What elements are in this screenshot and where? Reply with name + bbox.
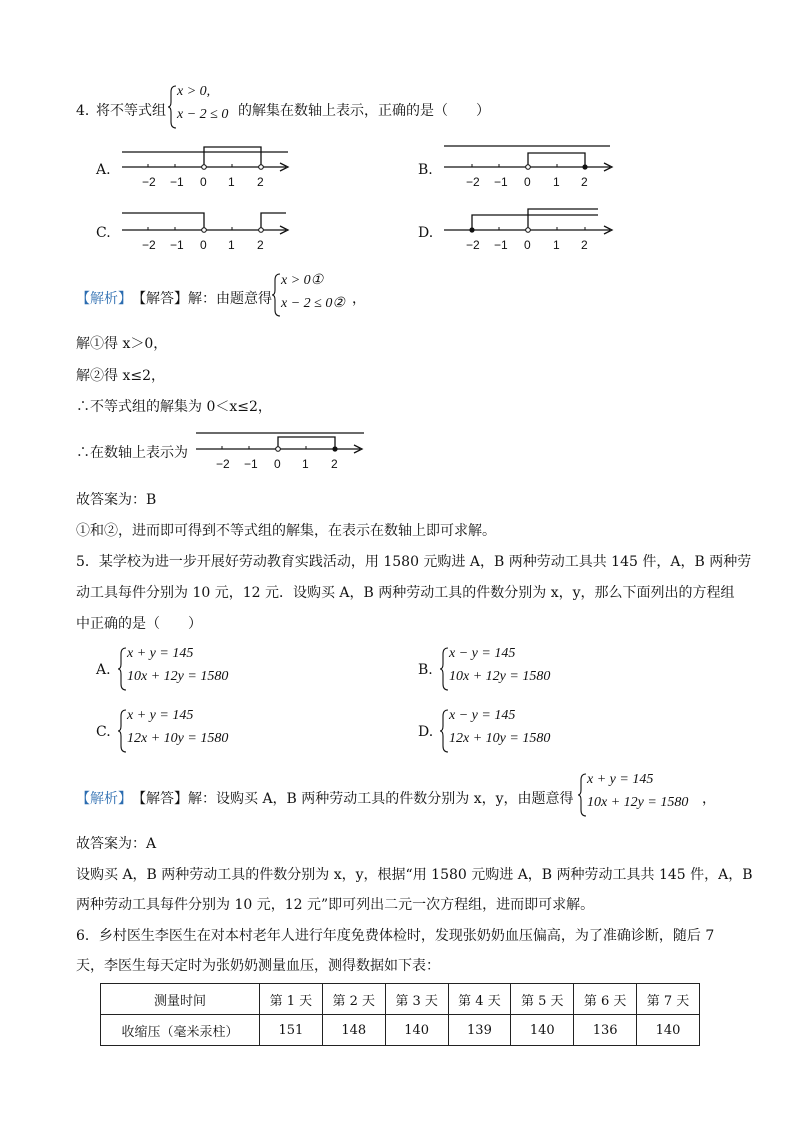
equation: 10x + 12y = 1580 xyxy=(587,795,689,810)
tick-label: 0 xyxy=(524,175,531,189)
table-header-cell: 第 2 天 xyxy=(322,984,385,1015)
tick-label: 2 xyxy=(331,457,338,471)
tick-label: 1 xyxy=(553,175,560,189)
q5-option-a-label[interactable]: A. xyxy=(96,662,111,678)
tick-label: 2 xyxy=(581,175,588,189)
q5-analysis-system xyxy=(578,772,718,818)
equation: 12x + 10y = 1580 xyxy=(449,731,551,746)
table-row-label: 收缩压（毫米汞柱） xyxy=(101,1015,260,1046)
q4-option-d-numberline xyxy=(440,205,620,255)
equation: x + y = 145 xyxy=(587,772,654,787)
table-row xyxy=(101,984,700,1015)
q4-system-eq1: x > 0, xyxy=(177,84,211,99)
tick-label: 1 xyxy=(228,238,235,252)
q4-analysis-eq2: x − 2 ≤ 0② xyxy=(281,296,345,311)
equation: 12x + 10y = 1580 xyxy=(127,731,229,746)
tick-label: 2 xyxy=(257,238,264,252)
q4-comment: ①和②，进而即可得到不等式组的解集，在表示在数轴上即可求解。 xyxy=(76,523,496,539)
q4-option-d-label[interactable]: D. xyxy=(418,225,434,241)
q5-comment1: 设购买 A，B 两种劳动工具的件数分别为 x，y，根据“用 1580 元购进 A，B 两种劳动工具共 145 件，A，B xyxy=(76,867,753,883)
equation: x + y = 145 xyxy=(127,708,194,723)
table-cell: 136 xyxy=(574,1015,637,1046)
table-cell: 139 xyxy=(448,1015,511,1046)
q5-analysis-text: 【解答】解：设购买 A，B 两种劳动工具的件数分别为 x，y，由题意得 xyxy=(132,791,574,807)
q4-solution-numberline xyxy=(192,425,372,475)
q4-analysis-eq1: x > 0① xyxy=(281,273,324,288)
q6-line1: 6．乡村医生李医生在对本村老年人进行年度免费体检时，发现张奶奶血压偏高，为了准确诊断，随后 7 xyxy=(76,928,715,944)
tick-label: −1 xyxy=(170,175,184,189)
q4-step4: ∴在数轴上表示为 xyxy=(76,445,188,461)
q4-system-eq2: x − 2 ≤ 0 xyxy=(177,107,229,122)
q4-option-c-label[interactable]: C. xyxy=(96,225,111,241)
table-header-cell: 第 6 天 xyxy=(574,984,637,1015)
equation: 10x + 12y = 1580 xyxy=(449,669,551,684)
tick-label: −2 xyxy=(466,175,480,189)
equation: x + y = 145 xyxy=(127,646,194,661)
q4-option-a-label[interactable]: A. xyxy=(96,162,111,178)
tick-label: 1 xyxy=(228,175,235,189)
q5-option-a-system xyxy=(118,646,258,692)
q5-line2: 动工具每件分别为 10 元，12 元．设购买 A，B 两种劳动工具的件数分别为 x，y，那么下面列出的方程组 xyxy=(76,585,735,601)
q4-option-c-numberline xyxy=(118,205,298,255)
tick-label: 0 xyxy=(200,238,207,252)
tick-label: −1 xyxy=(494,238,508,252)
q5-option-c-system xyxy=(118,708,258,754)
table-header-cell: 第 1 天 xyxy=(260,984,323,1015)
q4-analysis-system xyxy=(272,272,362,318)
tick-label: 0 xyxy=(274,457,281,471)
q5-analysis-comma: ， xyxy=(702,791,716,807)
table-header-cell: 第 7 天 xyxy=(637,984,700,1015)
q4-step2: 解②得 x≤2， xyxy=(76,368,165,384)
q4-option-a-numberline xyxy=(118,142,298,192)
q4-step3: ∴不等式组的解集为 0＜x≤2， xyxy=(76,399,272,415)
table-header-cell: 第 5 天 xyxy=(511,984,574,1015)
q5-option-d-system xyxy=(440,708,580,754)
table-header-cell: 第 3 天 xyxy=(385,984,448,1015)
q5-answer: 故答案为：A xyxy=(76,836,157,852)
equation: 10x + 12y = 1580 xyxy=(127,669,229,684)
tick-label: −2 xyxy=(142,238,156,252)
tick-label: −1 xyxy=(494,175,508,189)
tick-label: 2 xyxy=(257,175,264,189)
table-header-cell: 测量时间 xyxy=(101,984,260,1015)
tick-label: 0 xyxy=(524,238,531,252)
q4-option-b-numberline xyxy=(440,142,620,192)
q5-option-b-label[interactable]: B. xyxy=(418,662,433,678)
tick-label: −1 xyxy=(244,457,258,471)
tick-label: −2 xyxy=(142,175,156,189)
tick-label: −1 xyxy=(170,238,184,252)
q4-analysis-comma: ， xyxy=(352,291,366,307)
table-cell: 151 xyxy=(260,1015,323,1046)
table-header-cell: 第 4 天 xyxy=(448,984,511,1015)
q4-analysis-tag[interactable]: 【解析】 xyxy=(76,291,132,307)
table-cell: 140 xyxy=(637,1015,700,1046)
tick-label: 0 xyxy=(200,175,207,189)
q4-answer: 故答案为：B xyxy=(76,492,157,508)
q4-system xyxy=(168,84,248,130)
tick-label: −2 xyxy=(466,238,480,252)
q4-option-b-label[interactable]: B. xyxy=(418,162,433,178)
tick-label: 1 xyxy=(553,238,560,252)
q4-stem-pre: 将不等式组 xyxy=(96,103,166,119)
q5-comment2: 两种劳动工具每件分别为 10 元，12 元”即可列出二元一次方程组，进而即可求解。 xyxy=(76,897,595,913)
tick-label: −2 xyxy=(216,457,230,471)
q5-option-d-label[interactable]: D. xyxy=(418,724,434,740)
table-row xyxy=(101,1015,700,1046)
table-cell: 140 xyxy=(385,1015,448,1046)
q5-line3: 中正确的是（ ） xyxy=(76,616,202,632)
q4-stem-post: 的解集在数轴上表示，正确的是（ ） xyxy=(238,103,490,119)
q5-analysis-tag[interactable]: 【解析】 xyxy=(76,791,132,807)
blood-pressure-table xyxy=(100,983,700,1046)
q5-option-b-system xyxy=(440,646,580,692)
tick-label: 1 xyxy=(302,457,309,471)
q4-analysis-intro: 【解答】解：由题意得 xyxy=(132,291,272,307)
table-cell: 140 xyxy=(511,1015,574,1046)
tick-label: 2 xyxy=(581,238,588,252)
q4-number: 4． xyxy=(76,103,99,119)
equation: x − y = 145 xyxy=(449,708,516,723)
q5-option-c-label[interactable]: C. xyxy=(96,724,111,740)
q6-line2: 天，李医生每天定时为张奶奶测量血压，测得数据如下表： xyxy=(76,958,440,974)
q4-step1: 解①得 x＞0， xyxy=(76,336,168,352)
equation: x − y = 145 xyxy=(449,646,516,661)
table-cell: 148 xyxy=(322,1015,385,1046)
q5-line1: 5．某学校为进一步开展好劳动教育实践活动，用 1580 元购进 A，B 两种劳动工具共 145 件，A，B 两种劳 xyxy=(76,554,752,570)
